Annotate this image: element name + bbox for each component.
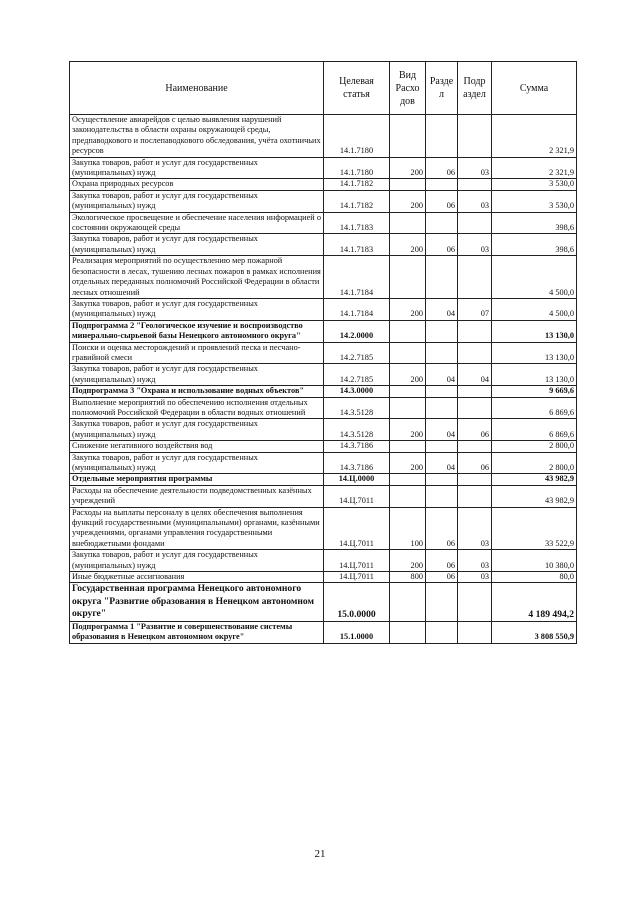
cell-podr: 07 xyxy=(458,298,492,320)
cell-vid xyxy=(390,474,426,485)
header-name: Наименование xyxy=(70,62,324,115)
cell-name: Расходы на обеспечение деятельности подведомственных казённых учреждений xyxy=(70,485,324,507)
cell-sum: 13 130,0 xyxy=(492,364,577,386)
cell-vid xyxy=(390,441,426,452)
cell-code: 14.1.7183 xyxy=(324,212,390,234)
cell-podr xyxy=(458,583,492,621)
cell-name: Расходы на выплаты персоналу в целях обеспечения выполнения функций государственными (муниципальными) органами, казёнными учреждениями, органами управления государственными внебюджетными фондами xyxy=(70,507,324,550)
cell-code: 14.1.7184 xyxy=(324,256,390,299)
cell-vid xyxy=(390,256,426,299)
cell-code: 14.3.0000 xyxy=(324,386,390,397)
budget-table xyxy=(69,61,577,644)
cell-podr xyxy=(458,342,492,364)
cell-razd: 04 xyxy=(426,452,458,474)
table-row xyxy=(70,485,577,507)
cell-name: Реализация мероприятий по осуществлению мер пожарной безопасности в лесах, тушению лесных пожаров в рамках исполнения отдельных переданных полномочий Российской Федерации в области лесных отношений xyxy=(70,256,324,299)
cell-code: 14.2.7185 xyxy=(324,342,390,364)
table-row xyxy=(70,583,577,621)
cell-podr: 03 xyxy=(458,157,492,179)
cell-podr: 04 xyxy=(458,364,492,386)
cell-podr: 03 xyxy=(458,190,492,212)
cell-vid: 800 xyxy=(390,572,426,583)
table-row xyxy=(70,256,577,299)
table-row xyxy=(70,364,577,386)
cell-vid xyxy=(390,212,426,234)
cell-vid xyxy=(390,621,426,643)
cell-sum: 9 669,6 xyxy=(492,386,577,397)
cell-code: 14.3.7186 xyxy=(324,441,390,452)
cell-vid xyxy=(390,342,426,364)
table-row xyxy=(70,507,577,550)
header-sum: Сумма xyxy=(492,62,577,115)
cell-podr xyxy=(458,485,492,507)
cell-vid xyxy=(390,320,426,342)
cell-sum: 2 321,9 xyxy=(492,115,577,158)
cell-podr xyxy=(458,212,492,234)
table-row xyxy=(70,474,577,485)
cell-code: 14.1.7184 xyxy=(324,298,390,320)
cell-vid: 100 xyxy=(390,507,426,550)
cell-vid xyxy=(390,179,426,190)
table-row xyxy=(70,550,577,572)
table-row xyxy=(70,115,577,158)
cell-razd xyxy=(426,485,458,507)
header-vid: Вид Расхо дов xyxy=(390,62,426,115)
cell-podr: 03 xyxy=(458,572,492,583)
table-row xyxy=(70,342,577,364)
cell-razd: 06 xyxy=(426,234,458,256)
cell-razd: 06 xyxy=(426,157,458,179)
cell-razd: 06 xyxy=(426,572,458,583)
cell-razd xyxy=(426,441,458,452)
cell-code: 14.1.7182 xyxy=(324,179,390,190)
table-row xyxy=(70,397,577,419)
cell-code: 15.1.0000 xyxy=(324,621,390,643)
cell-sum: 398,6 xyxy=(492,212,577,234)
cell-vid: 200 xyxy=(390,298,426,320)
cell-sum: 6 869,6 xyxy=(492,397,577,419)
cell-razd: 04 xyxy=(426,419,458,441)
cell-vid: 200 xyxy=(390,234,426,256)
cell-sum: 43 982,9 xyxy=(492,474,577,485)
cell-podr xyxy=(458,474,492,485)
cell-sum: 2 321,9 xyxy=(492,157,577,179)
cell-code: 14.1.7182 xyxy=(324,190,390,212)
cell-code: 14.1.7180 xyxy=(324,157,390,179)
cell-podr: 06 xyxy=(458,452,492,474)
cell-vid: 200 xyxy=(390,550,426,572)
cell-name: Выполнение мероприятий по обеспечению исполнения отдельных полномочий Российской Федерации в области водных отношений xyxy=(70,397,324,419)
cell-code: 14.3.7186 xyxy=(324,452,390,474)
cell-code: 15.0.0000 xyxy=(324,583,390,621)
cell-podr: 03 xyxy=(458,507,492,550)
cell-code: 14.Ц.7011 xyxy=(324,550,390,572)
table-row xyxy=(70,572,577,583)
table-row xyxy=(70,386,577,397)
cell-vid: 200 xyxy=(390,157,426,179)
cell-razd: 04 xyxy=(426,364,458,386)
cell-name: Подпрограмма 2 "Геологическое изучение и воспроизводство минерально-сырьевой базы Ненецкого автономного округа" xyxy=(70,320,324,342)
cell-name: Закупка товаров, работ и услуг для государственных (муниципальных) нужд xyxy=(70,452,324,474)
cell-code: 14.3.5128 xyxy=(324,419,390,441)
header-podr: Подр аздел xyxy=(458,62,492,115)
cell-name: Подпрограмма 1 "Развитие и совершенствование системы образования в Ненецком автономном округе" xyxy=(70,621,324,643)
cell-razd xyxy=(426,320,458,342)
cell-name: Закупка товаров, работ и услуг для государственных (муниципальных) нужд xyxy=(70,190,324,212)
table-row xyxy=(70,234,577,256)
table-header-row xyxy=(70,62,577,115)
cell-sum: 43 982,9 xyxy=(492,485,577,507)
cell-sum: 4 500,0 xyxy=(492,298,577,320)
cell-code: 14.Ц.0000 xyxy=(324,474,390,485)
cell-name: Закупка товаров, работ и услуг для государственных (муниципальных) нужд xyxy=(70,298,324,320)
cell-podr xyxy=(458,115,492,158)
cell-vid xyxy=(390,397,426,419)
cell-sum: 3 530,0 xyxy=(492,179,577,190)
header-razd: Разде л xyxy=(426,62,458,115)
cell-razd: 06 xyxy=(426,190,458,212)
cell-name: Закупка товаров, работ и услуг для государственных (муниципальных) нужд xyxy=(70,234,324,256)
cell-code: 14.3.5128 xyxy=(324,397,390,419)
cell-sum: 3 530,0 xyxy=(492,190,577,212)
cell-name: Экологическое просвещение и обеспечение населения информацией о состоянии окружающей среды xyxy=(70,212,324,234)
cell-razd: 04 xyxy=(426,298,458,320)
cell-vid xyxy=(390,485,426,507)
cell-name: Закупка товаров, работ и услуг для государственных (муниципальных) нужд xyxy=(70,550,324,572)
table-row xyxy=(70,179,577,190)
cell-razd xyxy=(426,583,458,621)
cell-sum: 80,0 xyxy=(492,572,577,583)
cell-code: 14.1.7183 xyxy=(324,234,390,256)
cell-razd xyxy=(426,397,458,419)
cell-razd xyxy=(426,474,458,485)
cell-code: 14.Ц.7011 xyxy=(324,485,390,507)
cell-razd xyxy=(426,212,458,234)
cell-razd xyxy=(426,256,458,299)
cell-sum: 13 130,0 xyxy=(492,320,577,342)
cell-name: Осуществление авиарейдов с целью выявления нарушений законодательства в области охраны окружающей среды, предпаводкового и послепаводкового обследования, учёта охотничьих ресурсов xyxy=(70,115,324,158)
cell-podr xyxy=(458,320,492,342)
cell-razd xyxy=(426,179,458,190)
cell-code: 14.2.7185 xyxy=(324,364,390,386)
cell-podr: 03 xyxy=(458,234,492,256)
cell-razd xyxy=(426,621,458,643)
table-row xyxy=(70,441,577,452)
cell-name: Иные бюджетные ассигнования xyxy=(70,572,324,583)
table-row xyxy=(70,419,577,441)
cell-vid: 200 xyxy=(390,190,426,212)
cell-podr xyxy=(458,256,492,299)
cell-sum: 398,6 xyxy=(492,234,577,256)
table-row xyxy=(70,190,577,212)
cell-razd xyxy=(426,115,458,158)
table-body xyxy=(70,115,577,644)
cell-sum: 2 800,0 xyxy=(492,452,577,474)
cell-podr xyxy=(458,621,492,643)
cell-name: Охрана природных ресурсов xyxy=(70,179,324,190)
cell-code: 14.Ц.7011 xyxy=(324,507,390,550)
cell-code: 14.Ц.7011 xyxy=(324,572,390,583)
cell-name: Закупка товаров, работ и услуг для государственных (муниципальных) нужд xyxy=(70,157,324,179)
cell-vid xyxy=(390,583,426,621)
cell-vid: 200 xyxy=(390,364,426,386)
cell-vid xyxy=(390,115,426,158)
cell-name: Закупка товаров, работ и услуг для государственных (муниципальных) нужд xyxy=(70,419,324,441)
table-row xyxy=(70,452,577,474)
cell-podr xyxy=(458,397,492,419)
cell-vid xyxy=(390,386,426,397)
table-row xyxy=(70,298,577,320)
cell-podr xyxy=(458,441,492,452)
cell-name: Государственная программа Ненецкого автономного округа "Развитие образования в Ненецком автономном округе" xyxy=(70,583,324,621)
cell-sum: 33 522,9 xyxy=(492,507,577,550)
cell-code: 14.1.7180 xyxy=(324,115,390,158)
cell-name: Снижение негативного воздействия вод xyxy=(70,441,324,452)
header-code: Целевая статья xyxy=(324,62,390,115)
cell-razd: 06 xyxy=(426,507,458,550)
cell-podr xyxy=(458,386,492,397)
cell-vid: 200 xyxy=(390,419,426,441)
cell-sum: 4 500,0 xyxy=(492,256,577,299)
cell-name: Подпрограмма 3 "Охрана и использование водных объектов" xyxy=(70,386,324,397)
cell-sum: 4 189 494,2 xyxy=(492,583,577,621)
cell-name: Закупка товаров, работ и услуг для государственных (муниципальных) нужд xyxy=(70,364,324,386)
cell-code: 14.2.0000 xyxy=(324,320,390,342)
cell-razd: 06 xyxy=(426,550,458,572)
cell-vid: 200 xyxy=(390,452,426,474)
cell-name: Отдельные мероприятия программы xyxy=(70,474,324,485)
cell-sum: 13 130,0 xyxy=(492,342,577,364)
cell-name: Поиски и оценка месторождений и проявлений песка и песчано-гравийной смеси xyxy=(70,342,324,364)
table-row xyxy=(70,621,577,643)
table-row xyxy=(70,157,577,179)
cell-podr: 06 xyxy=(458,419,492,441)
table-row xyxy=(70,320,577,342)
cell-podr: 03 xyxy=(458,550,492,572)
cell-podr xyxy=(458,179,492,190)
cell-sum: 6 869,6 xyxy=(492,419,577,441)
cell-razd xyxy=(426,342,458,364)
page-number: 21 xyxy=(314,848,326,860)
cell-sum: 10 380,0 xyxy=(492,550,577,572)
table-row xyxy=(70,212,577,234)
cell-sum: 2 800,0 xyxy=(492,441,577,452)
cell-sum: 3 808 550,9 xyxy=(492,621,577,643)
cell-razd xyxy=(426,386,458,397)
